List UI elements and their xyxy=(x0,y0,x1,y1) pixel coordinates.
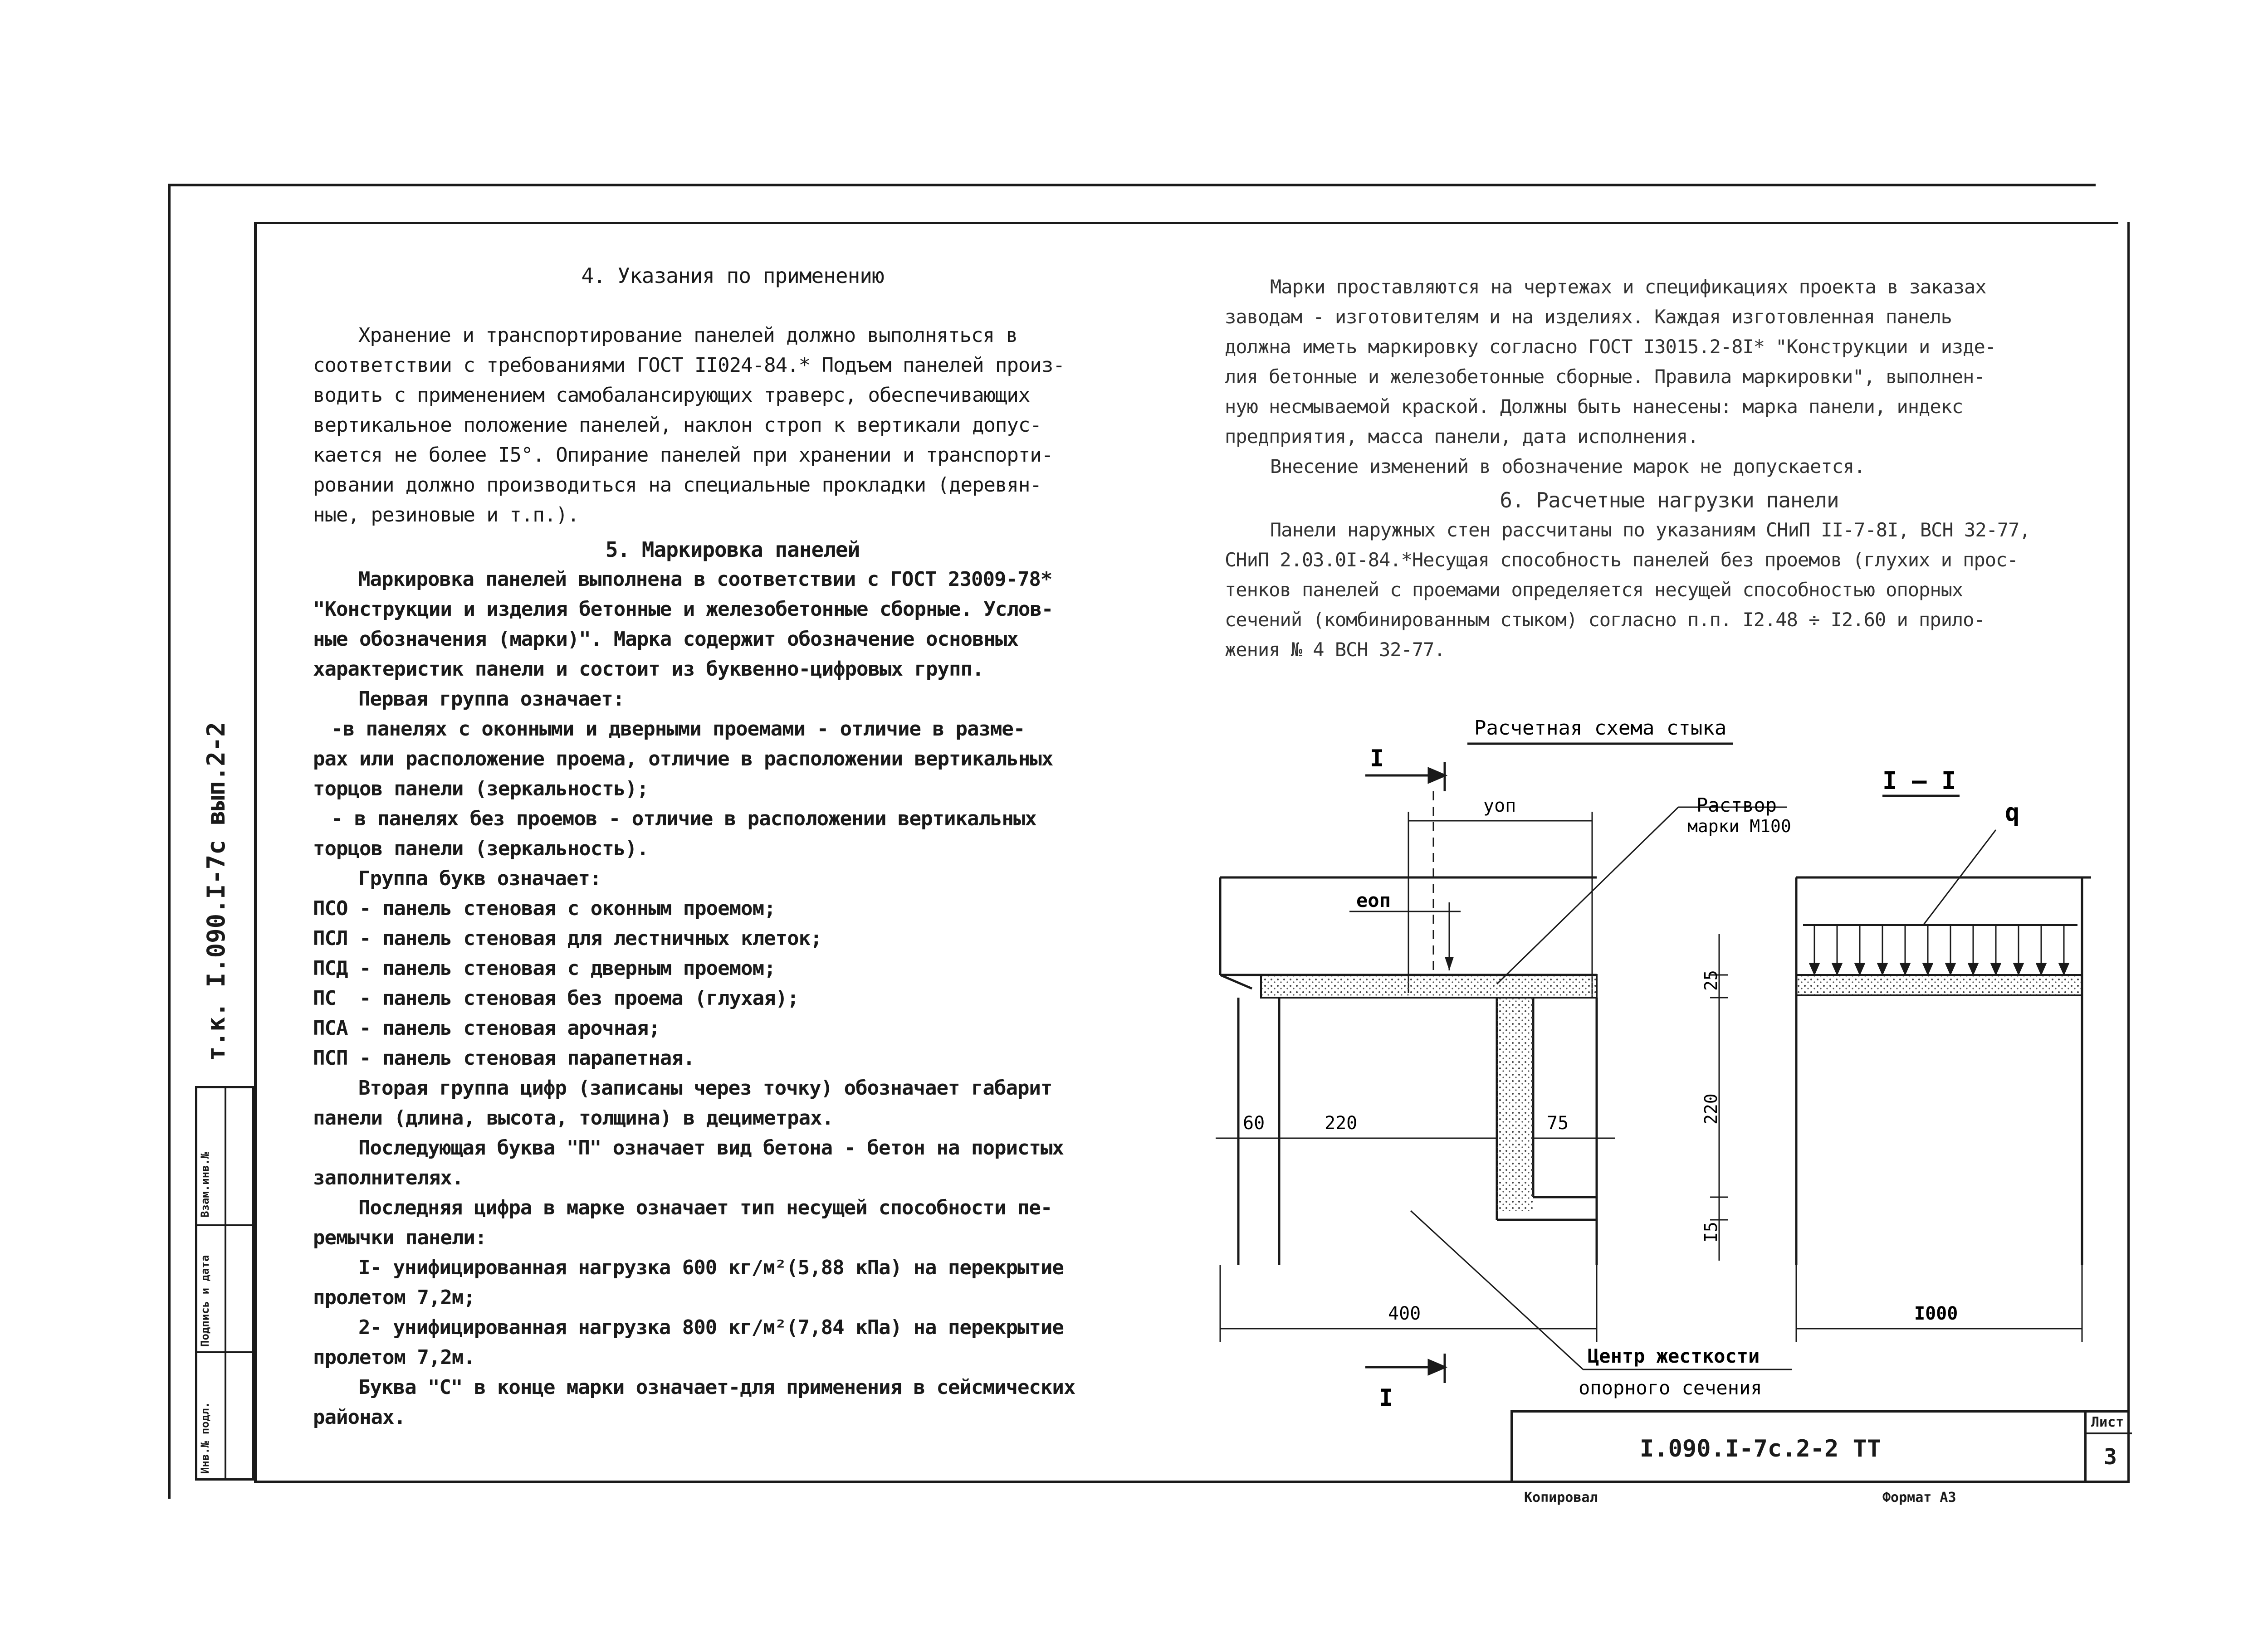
dim-220: 220 xyxy=(1325,1113,1358,1134)
text-line: Маркировка панелей выполнена в соответствии с ГОСТ 23009-78* xyxy=(358,568,1052,591)
text-line: торцов панели (зеркальность); xyxy=(313,777,649,800)
text-line: Панели наружных стен рассчитаны по указаниям СНиП II-7-8I, ВСН 32-77, xyxy=(1270,519,2030,541)
text-line: ПС - панель стеновая без проема (глухая); xyxy=(313,987,799,1010)
text-line: Первая группа означает: xyxy=(358,687,625,711)
section-mortar xyxy=(1796,975,2082,995)
title-block xyxy=(1510,1410,2127,1483)
text-line: пролетом 7,2м. xyxy=(313,1346,475,1369)
text-line: ные, резиновые и т.п.). xyxy=(313,503,579,526)
text-line: сечений (комбинированным стыком) согласно п.п. I2.48 ÷ I2.60 и прило- xyxy=(1225,609,1985,631)
text-line: ремычки панели: xyxy=(313,1226,487,1249)
text-line: ровании должно производиться на специальные прокладки (деревян- xyxy=(313,473,1041,497)
text-line: СНиП 2.03.0I-84.*Несущая способность панелей без проемов (глухих и прос- xyxy=(1225,549,2018,571)
dim-400: 400 xyxy=(1388,1303,1421,1324)
text-line: ПСО - панель стеновая с оконным проемом; xyxy=(313,897,776,920)
text-line: ПСП - панель стеновая парапетная. xyxy=(313,1047,695,1070)
text-line: водить с применением самобалансирующих траверс, обеспечивающих xyxy=(313,384,1030,407)
mortar-joint xyxy=(1497,998,1533,1211)
text-line: ПСЛ - панель стеновая для лестничных клеток; xyxy=(313,927,822,950)
text-line: Марки проставляются на чертежах и спецификациях проекта в заказах xyxy=(1270,276,1986,298)
section-label: I — I xyxy=(1882,766,1956,795)
text-line: Буква "С" в конце марки означает-для применения в сейсмических xyxy=(358,1376,1075,1399)
y-op-label: yоп xyxy=(1483,795,1516,816)
side-document-code: т.к. I.090.I-7с вып.2-2 xyxy=(202,722,230,1061)
text-line: Вторая группа цифр (записаны через точку) обозначает габарит xyxy=(358,1077,1052,1100)
sheet-label: Лист xyxy=(2091,1414,2124,1430)
text-line: "Конструкции и изделия бетонные и железобетонные сборные. Услов- xyxy=(313,598,1053,621)
mortar-label-2: марки М100 xyxy=(1687,816,1791,836)
document-code: I.090.I-7с.2-2 ТТ xyxy=(1640,1435,1882,1462)
stamp-signature-date: Подпись и дата xyxy=(199,1255,211,1347)
text-line: ПСД - панель стеновая с дверным проемом; xyxy=(313,957,776,980)
section-arrow-top xyxy=(1429,769,1445,782)
center-label-2: опорного сечения xyxy=(1579,1377,1762,1399)
text-line: Последующая буква "П" означает вид бетона - бетон на пористых xyxy=(358,1136,1064,1160)
text-line: 2- унифицированная нагрузка 800 кг/м²(7,84 кПа) на перекрытие xyxy=(358,1316,1064,1339)
mortar-label-1: Раствор xyxy=(1696,794,1777,816)
dim-60: 60 xyxy=(1243,1113,1265,1134)
center-label-1: Центр жесткости xyxy=(1588,1345,1760,1367)
text-line: соответствии с требованиями ГОСТ II024-84.* Подъем панелей произ- xyxy=(313,354,1065,377)
mortar-bed xyxy=(1261,975,1597,998)
center-leader xyxy=(1411,1211,1583,1369)
section-mark-top: I xyxy=(1370,745,1384,772)
text-line: характеристик панели и состоит из буквенно-цифровых групп. xyxy=(313,658,984,681)
text-line: - в панелях без проемов - отличие в расположении вертикальных xyxy=(331,807,1036,830)
e-op-label: eоп xyxy=(1356,889,1391,911)
text-line: -в панелях с оконными и дверными проемами - отличие в разме- xyxy=(331,717,1025,741)
text-line: панели (длина, высота, толщина) в дециметрах. xyxy=(313,1106,834,1130)
text-line: торцов панели (зеркальность). xyxy=(313,837,649,860)
text-line: тенков панелей с проемами определяется несущей способностью опорных xyxy=(1225,579,1963,601)
text-line: заводам - изготовителям и на изделиях. Каждая изготовленная панель xyxy=(1225,306,1952,328)
text-line: районах. xyxy=(313,1406,406,1429)
load-label: q xyxy=(2005,798,2020,827)
text-line: пролетом 7,2м; xyxy=(313,1286,475,1309)
text-line: ные обозначения (марки)". Марка содержит обозначение основных xyxy=(313,628,1018,651)
text-line: рах или расположение проема, отличие в расположении вертикальных xyxy=(313,747,1053,770)
text-line: Хранение и транспортирование панелей должно выполняться в xyxy=(358,324,1017,347)
dim-15: I5 xyxy=(1701,1222,1721,1242)
dim-25: 25 xyxy=(1701,970,1721,991)
text-line: лия бетонные и железобетонные сборные. Правила маркировки", выполнен- xyxy=(1225,365,1985,388)
section-mark-bottom: I xyxy=(1379,1384,1393,1412)
footer-copied: Копировал xyxy=(1524,1490,1598,1505)
sheet-number: 3 xyxy=(2104,1444,2117,1470)
text-line: предприятия, масса панели, дата исполнения. xyxy=(1225,425,1699,448)
text-line: вертикальное положение панелей, наклон строп к вертикали допус- xyxy=(313,414,1041,437)
section-5-title: 5. Маркировка панелей xyxy=(605,537,860,562)
text-line: кается не более I5°. Опирание панелей при хранении и транспорти- xyxy=(313,443,1053,467)
section-4-title: 4. Указания по применению xyxy=(581,263,884,288)
sheet-cell xyxy=(2084,1413,2130,1483)
footer-format: Формат А3 xyxy=(1882,1490,1956,1505)
text-line: Внесение изменений в обозначение марок не допускается. xyxy=(1270,455,1865,477)
stamp-replacement-inv: Взам.инв.№ xyxy=(199,1152,211,1218)
text-line: ную несмываемой краской. Должны быть нанесены: марка панели, индекс xyxy=(1225,395,1963,418)
dim-75: 75 xyxy=(1547,1113,1569,1134)
text-line: ПСА - панель стеновая арочная; xyxy=(313,1017,660,1040)
text-line: Последняя цифра в марке означает тип несущей способности пе- xyxy=(358,1196,1052,1219)
text-line: Группа букв означает: xyxy=(358,867,601,890)
dim-1000: I000 xyxy=(1914,1303,1958,1324)
dim-220-vertical: 220 xyxy=(1701,1093,1721,1125)
text-line: должна иметь маркировку согласно ГОСТ I3015.2-8I* "Конструкции и изде- xyxy=(1225,336,1996,358)
stamp-inv-number: Инв.№ подл. xyxy=(199,1402,211,1474)
diagram-title: Расчетная схема стыка xyxy=(1474,716,1727,740)
mortar-leader xyxy=(1497,807,1678,984)
section-6-title: 6. Расчетные нагрузки панели xyxy=(1500,488,1839,512)
text-line: жения № 4 ВСН 32-77. xyxy=(1225,638,1445,661)
text-line: I- унифицированная нагрузка 600 кг/м²(5,88 кПа) на перекрытие xyxy=(358,1256,1064,1279)
text-line: заполнителях. xyxy=(313,1166,464,1189)
